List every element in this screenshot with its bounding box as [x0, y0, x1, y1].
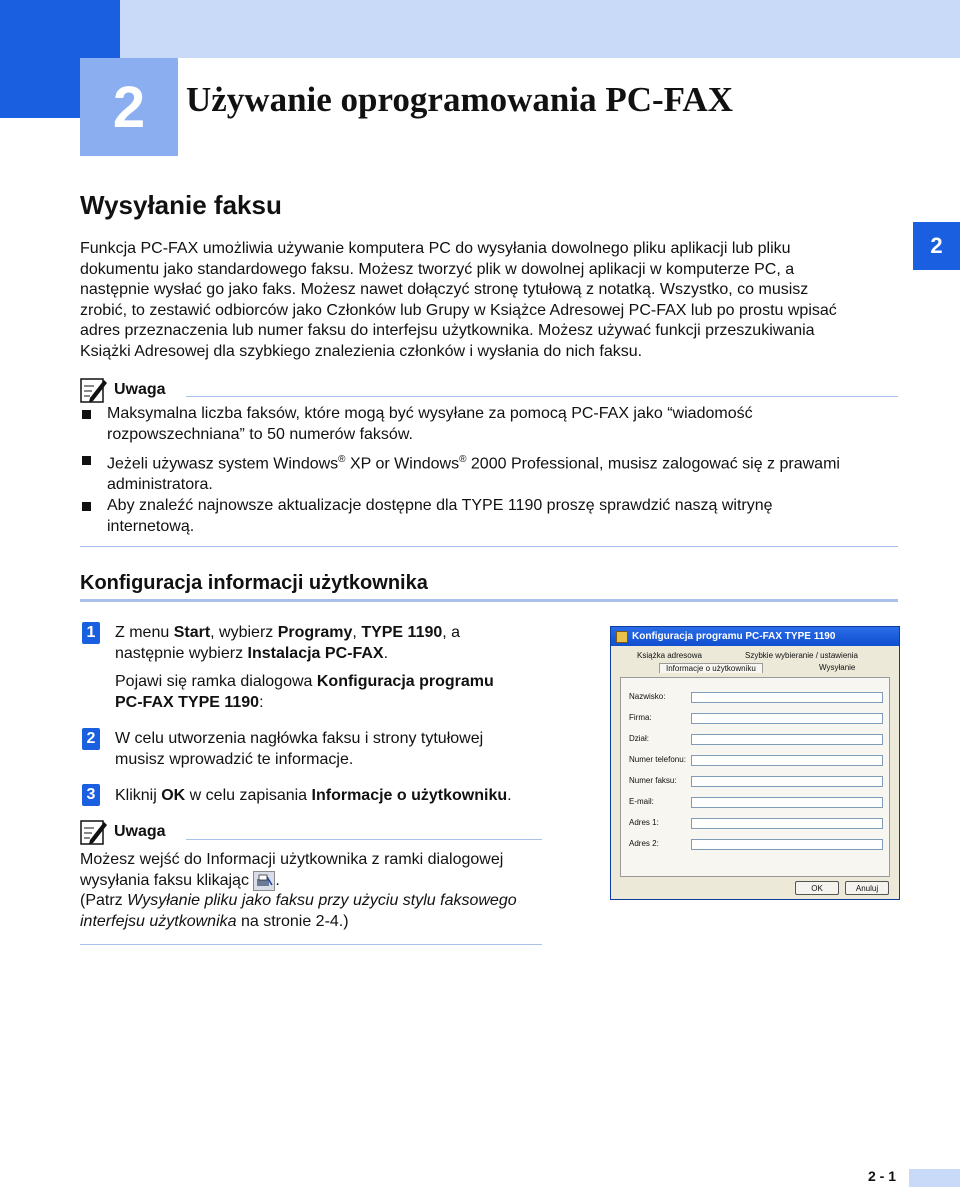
step-text: . — [383, 644, 389, 662]
company-input[interactable] — [691, 713, 883, 724]
step-number: 1 — [82, 622, 100, 644]
paragraph-line: następnie wysłać go jako faks. Możesz nawet dołączyć stronę tytułową z notatką. Wszystko, co musisz — [80, 281, 809, 298]
note-item-line: administratora. — [107, 475, 213, 493]
step-text: : — [259, 693, 264, 711]
name-input[interactable] — [691, 692, 883, 703]
tab-address-book[interactable]: Książka adresowa — [637, 651, 702, 660]
footer-band — [909, 1169, 960, 1187]
step-text: w celu zapisania — [185, 787, 312, 804]
field-label: Numer faksu: — [629, 776, 677, 785]
step-1-text — [115, 623, 595, 713]
paragraph-line: Książki Adresowej dla szybkiego znalezienia członków i wysłania do nich faksu. — [80, 342, 643, 360]
field-label: Adres 1: — [629, 818, 659, 827]
pencil-note-icon — [80, 376, 108, 404]
registered-mark: ® — [338, 454, 346, 465]
step-text: Z menu — [115, 624, 174, 641]
note-item — [107, 496, 907, 537]
note-item — [107, 450, 907, 495]
paragraph-line: adres przeznaczenia lub numer faksu do interfejsu użytkownika. Możesz używać funkcji przeszukiwania — [80, 322, 815, 339]
menu-type: TYPE 1190 — [361, 624, 443, 641]
note-text: . — [275, 871, 280, 889]
app-icon — [616, 631, 628, 643]
section-heading-user-info: Konfiguracja informacji użytkownika — [80, 572, 428, 594]
bullet-square — [82, 410, 91, 419]
step-text: następnie wybierz — [115, 644, 248, 662]
registered-mark: ® — [459, 454, 467, 465]
step-text: , — [352, 624, 362, 641]
step-3-text — [115, 786, 595, 807]
note-text: Jeżeli używasz system Windows — [107, 455, 339, 473]
note-label: Uwaga — [114, 823, 166, 840]
bullet-square — [82, 502, 91, 511]
note-line: Możesz wejść do Informacji użytkownika z ramki dialogowej — [80, 851, 504, 868]
step-line — [115, 644, 595, 665]
dialog-title: Konfiguracja programu PC-FAX TYPE 1190 — [632, 631, 836, 642]
note-text: (Patrz — [80, 892, 128, 910]
note-text: XP or Windows — [345, 455, 460, 473]
department-input[interactable] — [691, 734, 883, 745]
note-text: 2000 Professional, musisz zalogować się z prawami — [466, 455, 840, 473]
ok-ref: OK — [161, 787, 186, 804]
intro-paragraph — [80, 239, 910, 362]
step-number: 3 — [82, 784, 100, 806]
dialog-name: Konfiguracja programu — [316, 673, 494, 690]
step-text: Kliknij — [115, 787, 162, 804]
header-band — [120, 0, 960, 58]
fax-send-settings-icon[interactable] — [253, 871, 275, 891]
step-text: Pojawi się ramka dialogowa — [115, 673, 317, 690]
bullet-square — [82, 456, 91, 465]
note-label: Uwaga — [114, 381, 166, 398]
fax-number-input[interactable] — [691, 776, 883, 787]
dialog-name: PC-FAX TYPE 1190 — [115, 693, 260, 711]
note-item-line — [107, 450, 907, 475]
note-item-line: Aby znaleźć najnowsze aktualizacje dostępne dla TYPE 1190 proszę sprawdzić naszą witrynę — [107, 497, 773, 514]
field-label: Adres 2: — [629, 839, 659, 848]
menu-install-pcfax: Instalacja PC-FAX — [247, 644, 384, 662]
tab-user-info[interactable]: Informacje o użytkowniku — [659, 663, 763, 673]
step-number: 2 — [82, 728, 100, 750]
step-line — [115, 693, 595, 714]
chapter-number: 2 — [80, 58, 178, 156]
note-divider — [186, 396, 898, 397]
menu-programs: Programy — [277, 624, 353, 641]
pencil-note-icon — [80, 818, 108, 846]
step-text: , wybierz — [210, 624, 278, 641]
step-text: , a — [442, 624, 461, 641]
field-label: E-mail: — [629, 797, 654, 806]
chapter-side-tab: 2 — [913, 222, 960, 270]
note-text: na stronie 2-4.) — [236, 912, 349, 930]
step-text: . — [507, 787, 512, 804]
note-line — [80, 891, 550, 912]
step-line: W celu utworzenia nagłówka faksu i strony tytułowej — [115, 730, 484, 747]
user-info-ref: Informacje o użytkowniku — [311, 787, 508, 804]
cancel-button[interactable]: Anuluj — [845, 881, 889, 895]
note-divider — [186, 839, 542, 840]
fax-glyph-icon — [255, 873, 273, 889]
address2-input[interactable] — [691, 839, 883, 850]
tab-speed-dial[interactable]: Szybkie wybieranie / ustawienia — [745, 651, 858, 660]
paragraph-line: dokumentu jako standardowego faksu. Możesz tworzyć plik w dowolnej aplikacji w komputerze PC, a — [80, 260, 795, 278]
phone-input[interactable] — [691, 755, 883, 766]
dialog-titlebar — [611, 627, 899, 646]
section-heading-sending-fax: Wysyłanie faksu — [80, 190, 282, 220]
note-item-line: Maksymalna liczba faksów, które mogą być wysyłane za pomocą PC-FAX jako “wiadomość — [107, 405, 753, 422]
chapter-title: Używanie oprogramowania PC-FAX — [186, 80, 733, 119]
step-line — [115, 623, 595, 644]
note-item — [107, 404, 907, 445]
page-number: 2 - 1 — [868, 1168, 897, 1184]
tab-sending[interactable]: Wysyłanie — [819, 663, 856, 672]
field-label: Numer telefonu: — [629, 755, 686, 764]
note-item-line: internetową. — [107, 517, 195, 535]
note-item-line: rozpowszechniana” to 50 numerów faksów. — [107, 425, 413, 443]
ok-button[interactable]: OK — [795, 881, 839, 895]
email-input[interactable] — [691, 797, 883, 808]
field-label: Firma: — [629, 713, 652, 722]
field-label: Nazwisko: — [629, 692, 666, 701]
pcfax-config-dialog — [610, 626, 900, 900]
address1-input[interactable] — [691, 818, 883, 829]
note-header — [80, 376, 166, 404]
note-end-divider — [80, 944, 542, 945]
paragraph-line: zrobić, to zestawić odbiorców jako Członków lub Grupy w Książce Adresowej PC-FAX lub po prostu wpisać — [80, 301, 837, 319]
user-info-panel — [620, 677, 890, 877]
field-label: Dział: — [629, 734, 650, 743]
section-underline — [80, 599, 898, 602]
note-line — [80, 912, 550, 933]
note-text: wysyłania faksu klikając — [80, 871, 249, 889]
step-line: musisz wprowadzić te informacje. — [115, 750, 354, 768]
paragraph-line: Funkcja PC-FAX umożliwia używanie komputera PC do wysyłania dowolnego pliku aplikacji lub pliku — [80, 240, 791, 257]
note-header — [80, 818, 166, 846]
cross-ref-title: interfejsu użytkownika — [80, 912, 237, 930]
menu-start: Start — [173, 624, 211, 641]
note-line — [80, 871, 550, 892]
step-line — [115, 672, 595, 693]
cross-ref-title: Wysyłanie pliku jako faksu przy użyciu stylu faksowego — [127, 892, 517, 910]
step-2-text — [115, 729, 595, 770]
note-end-divider — [80, 546, 898, 547]
note-2-text — [80, 850, 550, 932]
